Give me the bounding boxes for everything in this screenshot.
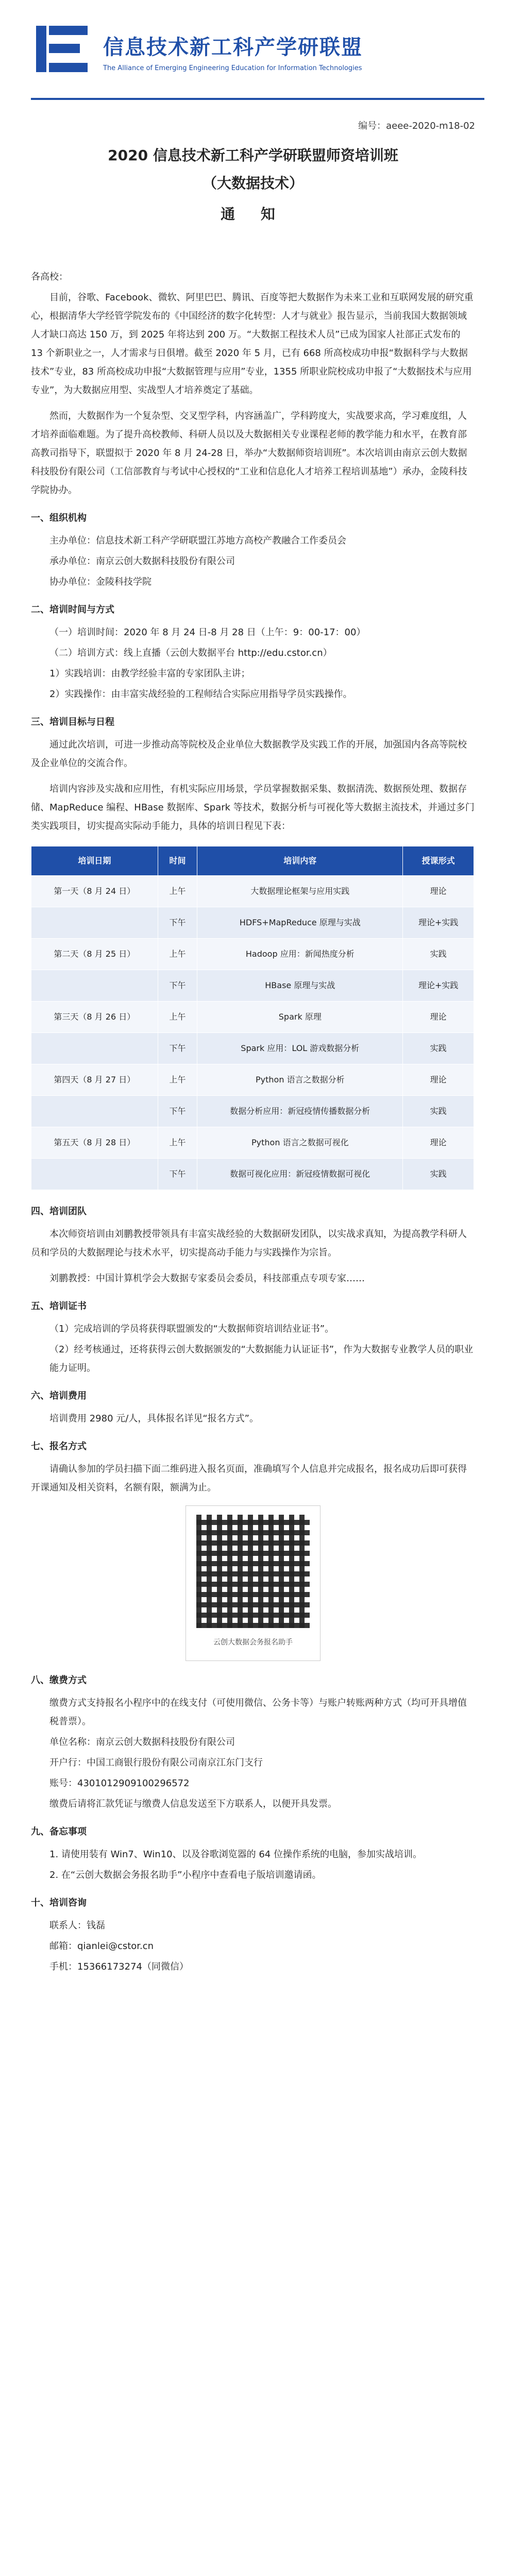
- paragraph: 然而，大数据作为一个复杂型、交叉型学科，内容涵盖广，学科跨度大，实战要求高，学习难度组，人才培养面临难题。为了提升高校教师、科研人员以及大数据相关专业课程老师的教学能力和水平，在教育部高教司指导下，联盟拟于 2020 年 8 月 24-28 日，举办“大数据师资培训班”。本次培训由南京云创大数据科技股份有限公司（工信部教育与考试中心授权的“工业和信息化人才培养工程培训基地”）承办，金陵科技学院协办。: [31, 411, 467, 496]
- section-line: 缴费方式支持报名小程序中的在线支付（可使用微信、公务卡等）与账户转账两种方式（均可开具增值税普票）。: [49, 1698, 467, 1727]
- header-divider: [31, 98, 484, 100]
- header: [31, 21, 484, 98]
- section-heading: 九、备忘事项: [31, 1826, 87, 1837]
- table-cell: Python 语言之数据分析: [197, 1064, 403, 1096]
- table-cell: [31, 1159, 158, 1190]
- table-cell: 理论+实践: [403, 970, 474, 1002]
- section-line: 缴费后请将汇款凭证与缴费人信息发送至下方联系人，以便开具发票。: [49, 1799, 337, 1809]
- alliance-logo-icon: [31, 21, 93, 77]
- document-content: [31, 268, 475, 1978]
- table-row: [31, 1064, 474, 1096]
- section-line: 1. 请使用装有 Win7、Win10、以及谷歌浏览器的 64 位操作系统的电脑，参加实战培训。: [49, 1849, 422, 1860]
- table-cell: Spark 原理: [197, 1002, 403, 1033]
- section-heading: 七、报名方式: [31, 1441, 87, 1452]
- qr-wrap: [31, 1505, 475, 1661]
- section-line: 刘鹏教授：中国计算机学会大数据专家委员会委员，科技部重点专项专家……: [49, 1273, 365, 1284]
- section-line: 2. 在“云创大数据会务报名助手”小程序中查看电子版培训邀请函。: [49, 1870, 322, 1880]
- title-block: [0, 144, 506, 224]
- table-row: [31, 1002, 474, 1033]
- section-line: 1）实践培训：由教学经验丰富的专家团队主讲；: [49, 668, 250, 679]
- table-cell: 下午: [158, 1159, 197, 1190]
- qr-caption: 云创大数据会务报名助手: [213, 1638, 293, 1647]
- section-heading: 三、培训目标与日程: [31, 717, 114, 727]
- table-header: 培训日期: [31, 846, 158, 876]
- org-title-zh: 信息技术新工科产学研联盟: [103, 36, 363, 59]
- table-cell: 理论: [403, 876, 474, 907]
- table-cell: 下午: [158, 1033, 197, 1064]
- section-line: 账号：4301012909100296572: [49, 1778, 190, 1789]
- table-cell: 第四天（8 月 27 日）: [31, 1064, 158, 1096]
- table-cell: Hadoop 应用：新闻热度分析: [197, 939, 403, 970]
- table-cell: 理论: [403, 1002, 474, 1033]
- section-heading: 六、培训费用: [31, 1391, 87, 1401]
- table-body: [31, 876, 474, 1190]
- section-heading: 十、培训咨询: [31, 1897, 87, 1908]
- table-cell: HBase 原理与实战: [197, 970, 403, 1002]
- table-header: 时间: [158, 846, 197, 876]
- greeting: 各高校：: [31, 272, 68, 282]
- table-cell: 下午: [158, 1096, 197, 1127]
- table-cell: 实践: [403, 1096, 474, 1127]
- section-line: 本次师资培训由刘鹏教授带领具有丰富实战经验的大数据研发团队，以实战求真知，为提高教学科研人员和学员的大数据理论与技术水平，切实提高动手能力与实践操作为宗旨。: [31, 1229, 467, 1258]
- qr-code[interactable]: [185, 1505, 321, 1661]
- title-line-1: 2020 信息技术新工科产学研联盟师资培训班: [108, 147, 398, 164]
- section-line: 主办单位：信息技术新工科产学研联盟江苏地方高校产教融合工作委员会: [49, 535, 346, 546]
- section-heading: 四、培训团队: [31, 1206, 87, 1217]
- table-cell: 上午: [158, 1064, 197, 1096]
- section-heading: 二、培训时间与方式: [31, 604, 114, 615]
- section-line: 请确认参加的学员扫描下面二维码进入报名页面，准确填写个人信息并完成报名，报名成功后即可获得开课通知及相关资料，名额有限，额满为止。: [31, 1464, 467, 1493]
- table-row: [31, 1127, 474, 1159]
- table-cell: 第三天（8 月 26 日）: [31, 1002, 158, 1033]
- section-line: 单位名称：南京云创大数据科技股份有限公司: [49, 1737, 235, 1748]
- table-row: [31, 1159, 474, 1190]
- section-line: 2）实践操作：由丰富实战经验的工程师结合实际应用指导学员实践操作。: [49, 689, 352, 700]
- table-cell: 实践: [403, 939, 474, 970]
- table-cell: 实践: [403, 1159, 474, 1190]
- section-line: 协办单位：金陵科技学院: [49, 577, 151, 587]
- table-cell: 上午: [158, 939, 197, 970]
- table-cell: Python 语言之数据可视化: [197, 1127, 403, 1159]
- section-line: 联系人：钱磊: [49, 1920, 105, 1931]
- table-row: [31, 939, 474, 970]
- table-header: 授课形式: [403, 846, 474, 876]
- table-cell: 大数据理论框架与应用实践: [197, 876, 403, 907]
- table-cell: 上午: [158, 1002, 197, 1033]
- table-cell: 理论: [403, 1064, 474, 1096]
- table-cell: HDFS+MapReduce 原理与实战: [197, 907, 403, 939]
- table-cell: Spark 应用：LOL 游戏数据分析: [197, 1033, 403, 1064]
- section-line: （一）培训时间：2020 年 8 月 24 日-8 月 28 日（上午：9：00-17：00）: [49, 627, 366, 638]
- table-cell: 上午: [158, 876, 197, 907]
- table-cell: 数据可视化应用：新冠疫情数据可视化: [197, 1159, 403, 1190]
- table-cell: 第一天（8 月 24 日）: [31, 876, 158, 907]
- table-cell: [31, 907, 158, 939]
- table-cell: 理论: [403, 1127, 474, 1159]
- section-heading: 八、缴费方式: [31, 1675, 87, 1686]
- section-line: 培训费用 2980 元/人，具体报名详见“报名方式”。: [49, 1413, 259, 1424]
- section-line: 培训内容涉及实战和应用性，有机实际应用场景，学员掌握数据采集、数据清洗、数据预处理、数据存储、MapReduce 编程、HBase 数据库、Spark 等技术，数据分析与可视化等大数据主流技术，并通过多门类实践项目，切实提高实际动手能力，具体的培训日程见下表：: [31, 784, 475, 832]
- table-cell: [31, 1033, 158, 1064]
- qr-icon: [196, 1515, 310, 1628]
- table-row: [31, 876, 474, 907]
- table-row: [31, 1096, 474, 1127]
- section-line: （1）完成培训的学员将获得联盟颁发的“大数据师资培训结业证书”。: [49, 1324, 334, 1334]
- schedule-table: [31, 846, 474, 1190]
- table-row: [31, 970, 474, 1002]
- table-cell: 下午: [158, 970, 197, 1002]
- paragraph: 目前，谷歌、Facebook、微软、阿里巴巴、腾讯、百度等把大数据作为未来工业和互联网发展的研究重心，根据清华大学经管学院发布的《中国经济的数字化转型：人才与就业》报告显示，当前我国大数据领域人才缺口高达 150 万，到 2025 年将达到 200 万。“大数据工程技术人员”已成为国家人社部正式发布的 13 个新职业之一，人才需求与日俱增。截至 2020 年 5 月，已有 668 所高校成功申报“数据科学与大数据技术”专业，83 所高校成功申报“大数据管理与应用”专业，1355 所职业院校成功申报了“大数据技术与应用专业”，为大数据应用型、实战型人才培养奠定了基础。: [31, 292, 474, 396]
- section-line: 承办单位：南京云创大数据科技股份有限公司: [49, 556, 235, 567]
- table-cell: 第二天（8 月 25 日）: [31, 939, 158, 970]
- table-header-row: [31, 846, 474, 876]
- section-line: （二）培训方式：线上直播（云创大数据平台 http://edu.cstor.cn）: [49, 648, 332, 658]
- table-cell: [31, 1096, 158, 1127]
- table-cell: 理论+实践: [403, 907, 474, 939]
- table-row: [31, 1033, 474, 1064]
- section-line: （2）经考核通过，还将获得云创大数据颁发的“大数据能力认证证书”，作为大数据专业教学人员的职业能力证明。: [49, 1344, 474, 1374]
- section-heading: 一、组织机构: [31, 513, 87, 523]
- table-cell: [31, 970, 158, 1002]
- notice-title: 通 知: [221, 206, 285, 223]
- org-title-en: The Alliance of Emerging Engineering Education for Information Technologies: [103, 64, 362, 72]
- document-number: 编号：aeee-2020-m18-02: [358, 121, 475, 131]
- org-titles: [103, 21, 363, 72]
- section-line: 通过此次培训，可进一步推动高等院校及企业单位大数据教学及实践工作的开展，加强国内各高等院校及企业单位的交流合作。: [31, 739, 467, 769]
- section-heading: 五、培训证书: [31, 1301, 87, 1312]
- table-cell: 第五天（8 月 28 日）: [31, 1127, 158, 1159]
- table-row: [31, 907, 474, 939]
- section-line: 手机：15366173274（同微信）: [49, 1961, 189, 1972]
- table-header: 培训内容: [197, 846, 403, 876]
- title-line-2: （大数据技术）: [202, 175, 303, 192]
- table-cell: 上午: [158, 1127, 197, 1159]
- section-line: 开户行：中国工商银行股份有限公司南京江东门支行: [49, 1757, 263, 1768]
- table-cell: 下午: [158, 907, 197, 939]
- table-cell: 数据分析应用：新冠疫情传播数据分析: [197, 1096, 403, 1127]
- table-cell: 实践: [403, 1033, 474, 1064]
- section-line: 邮箱：qianlei@cstor.cn: [49, 1941, 154, 1952]
